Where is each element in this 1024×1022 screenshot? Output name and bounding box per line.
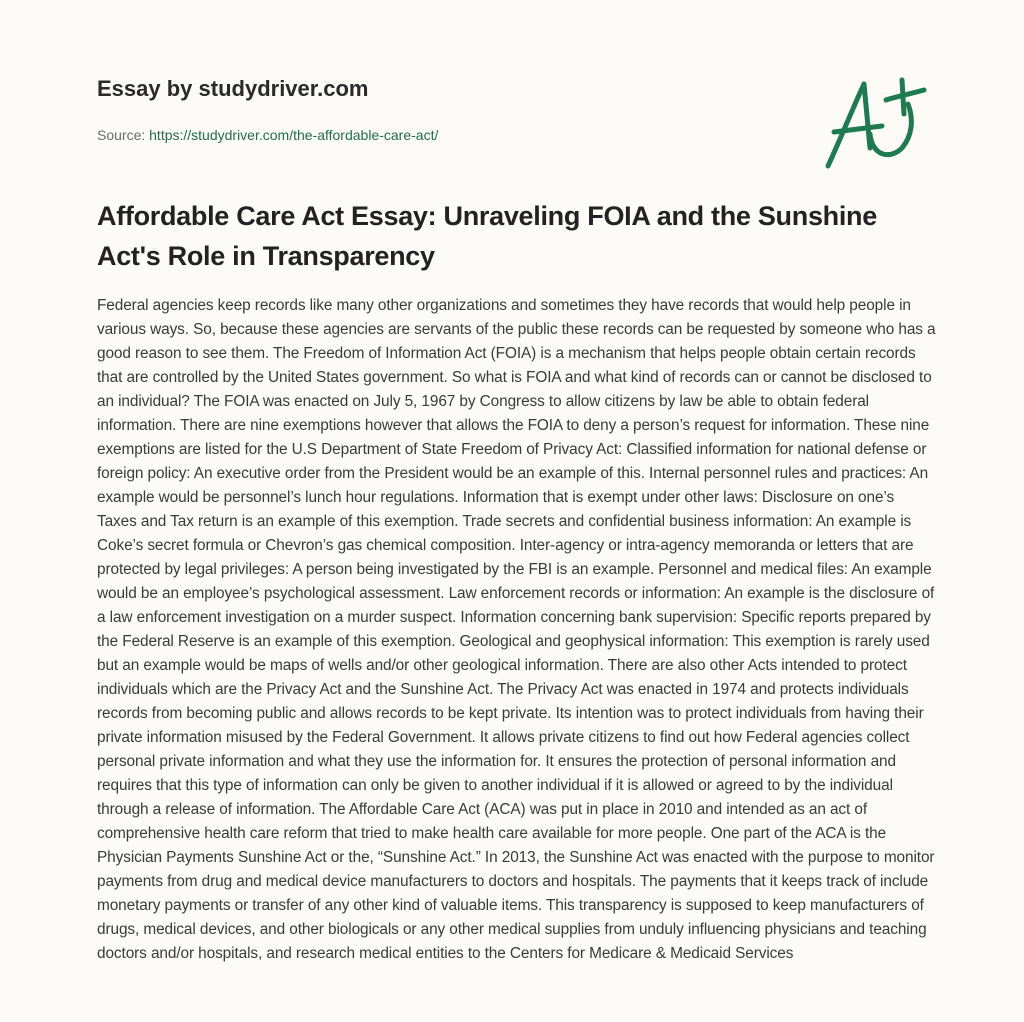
source-link[interactable]: https://studydriver.com/the-affordable-care-act/ — [149, 127, 439, 143]
source-label: Source: — [97, 127, 150, 143]
article-title: Affordable Care Act Essay: Unraveling FOIA and the Sunshine Act's Role in Transparency — [97, 201, 877, 271]
brand-title: Essay by studydriver.com — [97, 76, 369, 101]
page-header — [97, 74, 438, 144]
article-body: Federal agencies keep records like many other organizations and sometimes they have records that would help people in various ways. So, because these agencies are servants of the public these records can be requested by someone who has a good reason to see them. The Freedom of Information Act (FOIA) is a mechanism that helps people obtain certain records that are controlled by the United States government. So what is FOIA and what kind of records can or cannot be disclosed to an individual? The FOIA was enacted on July 5, 1967 by Congress to allow citizens by law be able to obtain federal information. There are nine exemptions however that allows the FOIA to deny a person’s request for information. These nine exemptions are listed for the U.S Department of State Freedom of Privacy Act: Classified information for national defense or foreign policy: An executive order from the President would be an example of this. Internal personnel rules and practices: An example would be personnel’s lunch hour regulations. Information that is exempt under other laws: Disclosure on one’s Taxes and Tax return is an example of this exemption. Trade secrets and confidential business information: An example is Coke’s secret formula or Chevron’s gas chemical composition. Inter-agency or intra-agency memoranda or letters that are protected by legal privileges: A person being investigated by the FBI is an example. Personnel and medical files: An example would be an employee’s psychological assessment. Law enforcement records or information: An example is the disclosure of a law enforcement investigation on a murder suspect. Information concerning bank supervision: Specific reports prepared by the Federal Reserve is an example of this exemption. Geological and geophysical information: This exemption is rarely used but an example would be maps of wells and/or other geological information. There are also other Acts intended to protect individuals which are the Privacy Act and the Sunshine Act. The Privacy Act was enacted in 1974 and protects individuals records from becoming public and allows records to be kept private. Its intention was to protect individuals from having their private information misused by the Federal Government. It allows private citizens to find out how Federal agencies collect personal private information and what they use the information for. It ensures the protection of personal information and requires that this type of information can only be given to another individual if it is allowed or agreed to by the individual through a release of information. The Affordable Care Act (ACA) was put in place in 2010 and intended as an act of comprehensive health care reform that tried to make health care available for more people. One part of the ACA is the Physician Payments Sunshine Act or the, “Sunshine Act.” In 2013, the Sunshine Act was enacted with the purpose to monitor payments from drug and medical device manufacturers to doctors and hospitals. The payments that it keeps track of include monetary payments or transfer of any other kind of valuable items. This transparency is supposed to keep manufacturers of drugs, medical devices, and other biologicals or any other medical supplies from unduly influencing physicians and teaching doctors and/or hospitals, and research medical entities to the Centers for Medicare & Medicaid Services — [97, 297, 936, 962]
a-plus-grade-icon — [820, 70, 940, 180]
source-line — [97, 126, 438, 144]
